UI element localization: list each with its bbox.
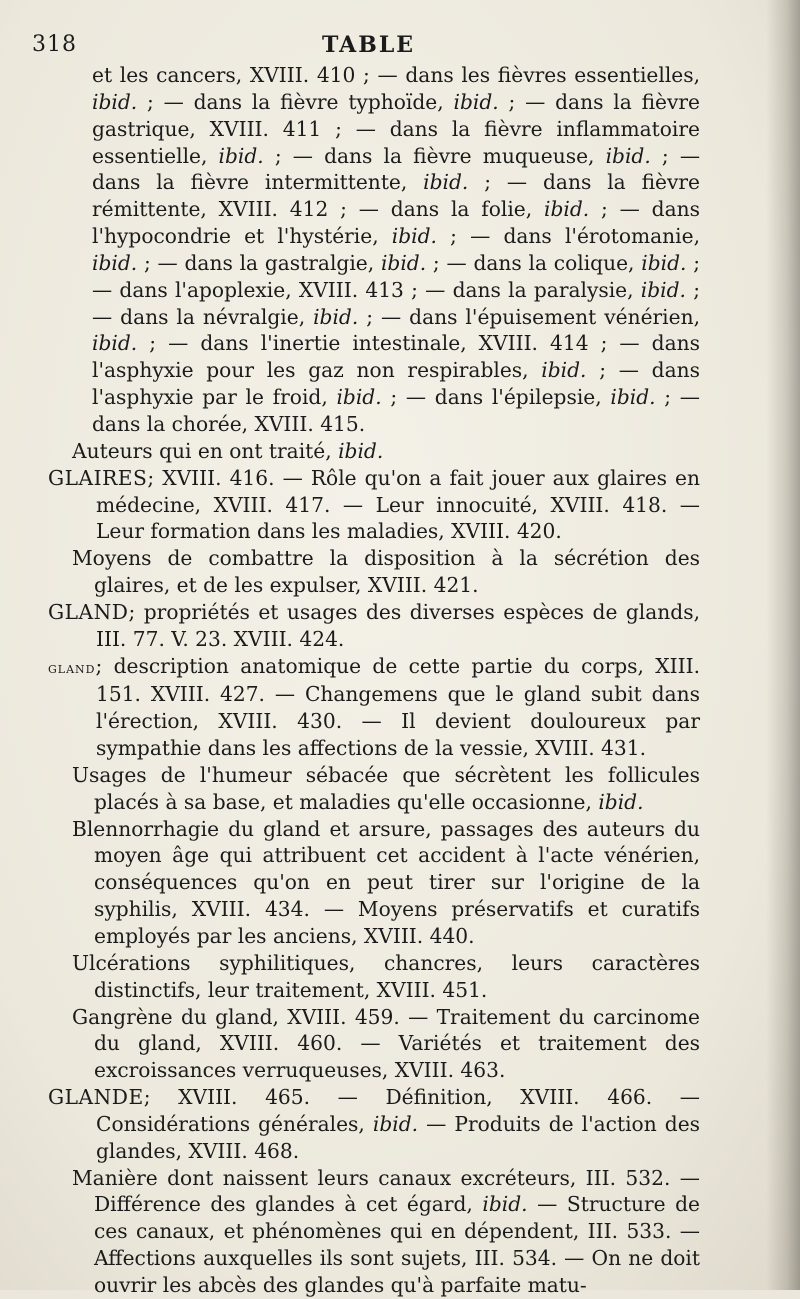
index-entry-maniere: Manière dont naissent leurs canaux excréteurs, III. 532. — Différence des glandes à cet égard, ibid. — Structure de ces canaux, et phénomènes qui en dépendent, III. 533. — Affections auxquelles ils sont sujets, III. 534. — On ne doit ouvrir les abcès des glandes qu'à parfaite matu-	[72, 1165, 700, 1297]
headword-glaires: GLAIRES	[48, 465, 148, 490]
page-header	[32, 30, 752, 64]
index-entry-usages: Usages de l'humeur sébacée que sécrètent les follicules placés à sa base, et maladies qu'elle occasionne, ibid.	[72, 762, 700, 814]
entry-text-glaires: ; XVIII. 416. — Rôle qu'on a fait jouer aux glaires en médecine, XVIII. 417. — Leur innocuité, XVIII. 418. — Leur formation dans les maladies, XVIII. 420.	[96, 465, 700, 544]
entry-text-gland-anatomy: ; description anatomique de cette partie du corps, XIII. 151. XVIII. 427. — Changemens que le gland subit dans l'érection, XVIII. 430. — Il devient douloureux par sympathie dans les affections de la vessie, XVIII. 431.	[95, 653, 700, 761]
index-entry-gangrene: Gangrène du gland, XVIII. 459. — Traitement du carcinome du gland, XVIII. 460. — Variétés et traitement des excroissances verruqueuses, XVIII. 463.	[72, 1004, 700, 1083]
entry-text-glande: ; XVIII. 465. — Définition, XVIII. 466. — Considérations générales, ibid. — Produits de l'action des glandes, XVIII. 468.	[96, 1085, 701, 1163]
index-entry-glande	[48, 1084, 700, 1165]
headword-gland-anatomy: gland	[48, 657, 96, 677]
index-entry-glaires	[48, 465, 700, 546]
headword-gland-plant: GLAND	[48, 599, 129, 624]
running-head: TABLE	[322, 32, 416, 58]
headword-glande: GLANDE	[48, 1085, 144, 1110]
entry-text-gland-plant: ; propriétés et usages des diverses espèces de glands, III. 77. V. 23. XVIII. 424.	[96, 599, 700, 651]
index-entry-gland-anatomy	[48, 653, 700, 762]
index-entry-gland-plant	[48, 599, 700, 653]
index-entry-auteurs: Auteurs qui en ont traité, ibid.	[72, 438, 384, 463]
page-edge-shadow	[766, 0, 800, 1290]
index-entry-blennorrhagie: Blennorrhagie du gland et arsure, passages des auteurs du moyen âge qui attribuent cet accident à l'acte vénérien, conséquences qu'on en peut tirer sur l'origine de la syphilis, XVIII. 434. — Moyens préservatifs et curatifs employés par les anciens, XVIII. 440.	[72, 816, 700, 948]
index-body	[48, 62, 700, 1299]
index-entry-ulcerations: Ulcérations syphilitiques, chancres, leurs caractères distinctifs, leur traitement, XVIII. 451.	[72, 950, 700, 1002]
page-number: 318	[32, 32, 77, 57]
index-entry-moyens: Moyens de combattre la disposition à la sécrétion des glaires, et de les expulser, XVIII. 421.	[72, 546, 700, 598]
index-entry-continuation: et les cancers, XVIII. 410 ; — dans les fièvres essentielles, ibid. ; — dans la fièvre typhoïde, ibid. ; — dans la fièvre gastrique, XVIII. 411 ; — dans la fièvre inflammatoire essentielle, ibid. ; — dans la fièvre muqueuse, ibid. ; — dans la fièvre intermittente, ibid. ; — dans la fièvre rémittente, XVIII. 412 ; — dans la folie, ibid. ; — dans l'hypocondrie et l'hystérie, ibid. ; — dans l'érotomanie, ibid. ; — dans la gastralgie, ibid. ; — dans la colique, ibid. ; — dans l'apoplexie, XVIII. 413 ; — dans la paralysie, ibid. ; — dans la névralgie, ibid. ; — dans l'épuisement vénérien, ibid. ; — dans l'inertie intestinale, XVIII. 414 ; — dans l'asphyxie pour les gaz non respirables, ibid. ; — dans l'asphyxie par le froid, ibid. ; — dans l'épilepsie, ibid. ; — dans la chorée, XVIII. 415.	[92, 63, 701, 436]
